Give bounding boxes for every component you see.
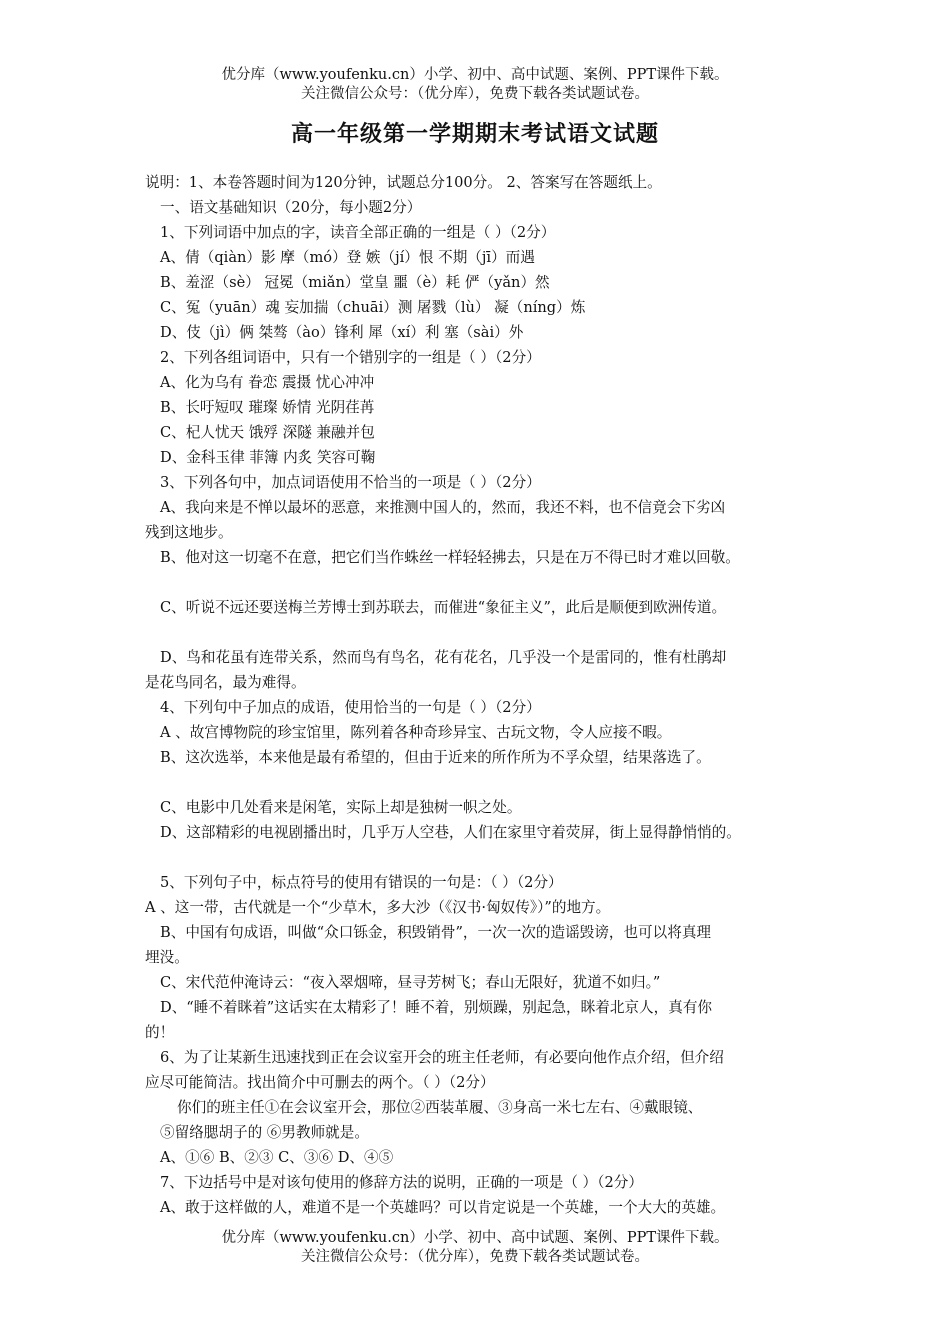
question-1-stem: 1、下列词语中加点的字，读音全部正确的一组是（ ）（2分） (160, 224, 556, 241)
question-6-text-line-1: 你们的班主任①在会议室开会，那位②西装革履、③身高一米七左右、④戴眼镜、 (177, 1099, 703, 1116)
spacer (145, 570, 825, 595)
question-1-option-a: A、倩（qiàn）影 摩（mó）登 嫉（jí）恨 不期（jī）而遇 (160, 249, 535, 266)
header-line-2: 关注微信公众号：（优分库），免费下载各类试题试卷。 (301, 86, 649, 102)
question-6-stem-line-1: 6、为了让某新生迅速找到正在会议室开会的班主任老师，有必要向他作点介绍，但介绍 (160, 1049, 724, 1066)
question-5-option-d-line-2: 的！ (145, 1024, 175, 1041)
question-4-option-b: B、这次选举，本来他是最有希望的，但由于近来的所作所为不孚众望，结果落选了。 (160, 749, 711, 766)
question-4-option-a: A 、故宫博物院的珍宝馆里，陈列着各种奇珍异宝、古玩文物，令人应接不暇。 (160, 724, 672, 741)
question-4-stem: 4、下列句中子加点的成语，使用恰当的一句是（ ）（2分） (160, 699, 541, 716)
question-2-stem: 2、下列各组词语中，只有一个错别字的一组是（ ）（2分） (160, 349, 541, 366)
question-7-stem: 7、下边括号中是对该句使用的修辞方法的说明，正确的一项是（ ）（2分） (160, 1174, 643, 1191)
question-2-option-b: B、长吁短叹 璀璨 娇情 光阴荏苒 (160, 399, 375, 416)
question-4-option-d: D、这部精彩的电视剧播出时，几乎万人空巷，人们在家里守着荧屏，街上显得静悄悄的。 (160, 824, 741, 841)
question-3-option-b: B、他对这一切毫不在意，把它们当作蛛丝一样轻轻拂去，只是在万不得已时才难以回敬。 (160, 549, 740, 566)
question-5-option-d-line-1: D、“睡不着眯着”这话实在太精彩了！睡不着，别烦躁，别起急，眯着北京人，真有你 (160, 999, 713, 1016)
question-1-option-d: D、伎（jì）俩 桀骜（ào）锋利 犀（xí）利 塞（sài）外 (160, 324, 524, 341)
question-3-option-a-line-1: A、我向来是不惮以最坏的恶意，来推测中国人的，然而，我还不料，也不信竟会下劣凶 (160, 499, 726, 516)
question-4-option-c: C、电影中几处看来是闲笔，实际上却是独树一帜之处。 (160, 799, 522, 816)
exam-title: 高一年级第一学期期末考试语文试题 (290, 121, 659, 147)
question-3-stem: 3、下列各句中，加点词语使用不恰当的一项是（ ）（2分） (160, 474, 541, 491)
question-1-option-c: C、冤（yuān）魂 妄加揣（chuāi）测 屠戮（lù） 凝（níng）炼 (160, 299, 586, 316)
exam-content (145, 170, 825, 1220)
header-line-1: 优分库（www.youfenku.cn）小学、初中、高中试题、案例、PPT课件下载。 (221, 67, 729, 83)
question-7-option-a: A、敢于这样做的人，难道不是一个英雄吗？可以肯定说是一个英雄，一个大大的英雄。 (160, 1199, 726, 1216)
question-2-option-c: C、杞人忧天 饿殍 深隧 兼融并包 (160, 424, 375, 441)
question-3-option-d-line-2: 是花鸟同名，最为难得。 (145, 674, 306, 691)
question-5-option-b-line-2: 埋没。 (145, 949, 189, 966)
page-footer (0, 1229, 950, 1267)
question-3-option-c: C、听说不远还要送梅兰芳博士到苏联去，而催进“象征主义”，此后是顺便到欧洲传道。 (160, 599, 727, 616)
footer-line-2: 关注微信公众号：（优分库），免费下载各类试题试卷。 (301, 1249, 649, 1265)
question-5-option-c: C、宋代范仲淹诗云：“夜入翠烟啼，昼寻芳树飞；春山无限好，犹道不如归。” (160, 974, 661, 991)
question-5-option-b-line-1: B、中国有句成语，叫做“众口铄金，积毁销骨”，一次一次的造谣毁谤，也可以将真理 (160, 924, 712, 941)
footer-line-1: 优分库（www.youfenku.cn）小学、初中、高中试题、案例、PPT课件下载。 (221, 1230, 729, 1246)
question-2-option-d: D、金科玉律 菲簿 内炙 笑容可鞠 (160, 449, 376, 466)
spacer (145, 620, 825, 645)
section-heading: 一、语文基础知识（20分，每小题2分） (160, 199, 422, 216)
page-header (0, 66, 950, 104)
instructions: 说明：1、本卷答题时间为120分钟，试题总分100分。 2、答案写在答题纸上。 (145, 174, 662, 191)
question-1-option-b: B、羞涩（sè） 冠冕（miǎn）堂皇 噩（è）耗 俨（yǎn）然 (160, 274, 550, 291)
question-5-stem: 5、下列句子中，标点符号的使用有错误的一句是：（ ）（2分） (160, 874, 563, 891)
question-6-options: A、①⑥ B、②③ C、③⑥ D、④⑤ (160, 1149, 394, 1166)
question-6-text-line-2: ⑤留络腮胡子的 ⑥男教师就是。 (160, 1124, 369, 1141)
question-2-option-a: A、化为乌有 眷恋 震摄 忧心冲冲 (160, 374, 375, 391)
spacer (145, 845, 825, 870)
question-5-option-a: A 、这一带，古代就是一个“少草木，多大沙（《汉书·匈奴传》）”的地方。 (145, 899, 611, 916)
question-3-option-d-line-1: D、鸟和花虽有连带关系，然而鸟有鸟名，花有花名，几乎没一个是雷同的，惟有杜鹃却 (160, 649, 727, 666)
question-3-option-a-line-2: 残到这地步。 (145, 524, 233, 541)
spacer (145, 770, 825, 795)
question-6-stem-line-2: 应尽可能简洁。找出简介中可删去的两个。（ ）（2分） (145, 1074, 495, 1091)
